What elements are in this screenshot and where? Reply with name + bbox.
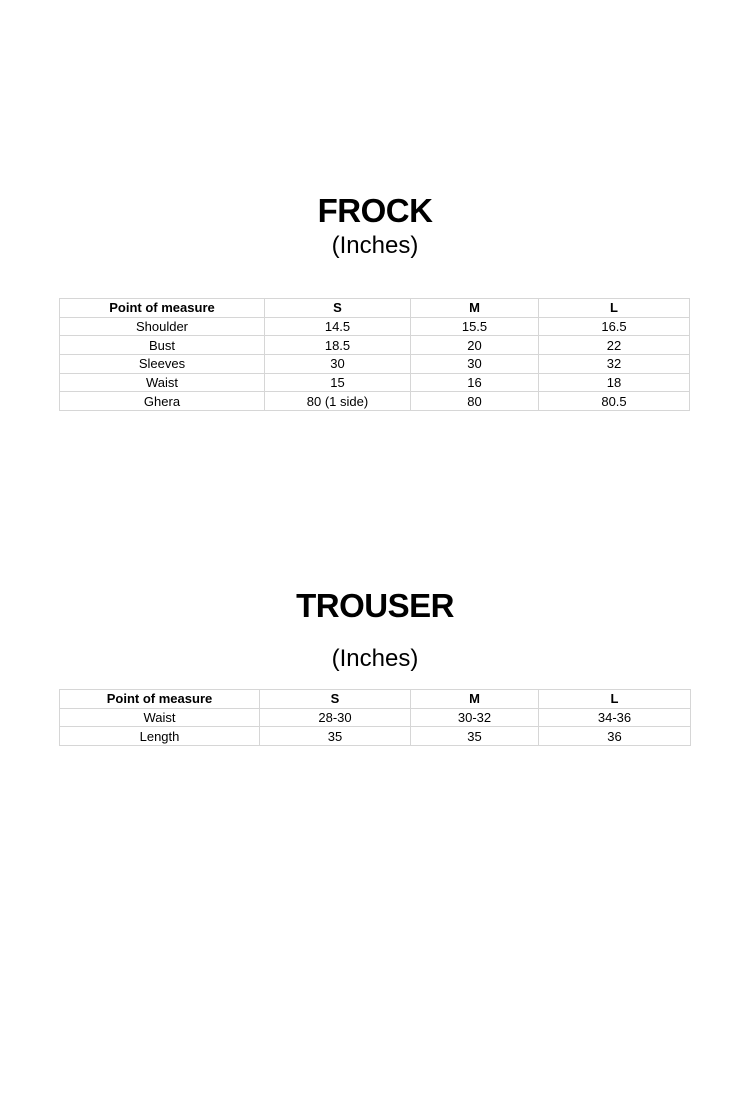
table-row — [60, 373, 690, 392]
column-header-size-m: M — [411, 299, 539, 318]
frock-unit-label: (Inches) — [331, 232, 419, 259]
measure-name: Sleeves — [60, 355, 265, 374]
measure-name: Waist — [60, 373, 265, 392]
size-m-value: 30 — [411, 355, 539, 374]
table-header-row — [60, 299, 690, 318]
column-header-point-of-measure: Point of measure — [60, 690, 260, 709]
table-row — [60, 317, 690, 336]
size-s-value: 18.5 — [265, 336, 411, 355]
measure-name: Shoulder — [60, 317, 265, 336]
table-row — [60, 708, 691, 727]
frock-title: FROCK — [317, 192, 433, 229]
column-header-size-l: L — [539, 690, 691, 709]
size-m-value: 16 — [411, 373, 539, 392]
size-s-value: 15 — [265, 373, 411, 392]
trouser-unit-label: (Inches) — [331, 645, 419, 672]
trouser-title: TROUSER — [296, 587, 454, 624]
size-l-value: 36 — [539, 727, 691, 746]
measure-name: Waist — [60, 708, 260, 727]
column-header-size-s: S — [265, 299, 411, 318]
frock-size-table — [59, 298, 690, 411]
column-header-size-m: M — [411, 690, 539, 709]
size-l-value: 34-36 — [539, 708, 691, 727]
table-header-row — [60, 690, 691, 709]
size-l-value: 16.5 — [539, 317, 690, 336]
size-m-value: 20 — [411, 336, 539, 355]
size-m-value: 30-32 — [411, 708, 539, 727]
table-row — [60, 727, 691, 746]
column-header-point-of-measure: Point of measure — [60, 299, 265, 318]
column-header-size-s: S — [260, 690, 411, 709]
size-m-value: 15.5 — [411, 317, 539, 336]
measure-name: Ghera — [60, 392, 265, 411]
size-m-value: 80 — [411, 392, 539, 411]
trouser-size-table — [59, 689, 691, 746]
size-m-value: 35 — [411, 727, 539, 746]
size-s-value: 30 — [265, 355, 411, 374]
size-l-value: 18 — [539, 373, 690, 392]
size-s-value: 14.5 — [265, 317, 411, 336]
size-s-value: 35 — [260, 727, 411, 746]
column-header-size-l: L — [539, 299, 690, 318]
measure-name: Length — [60, 727, 260, 746]
size-l-value: 22 — [539, 336, 690, 355]
table-row — [60, 355, 690, 374]
table-row — [60, 392, 690, 411]
size-l-value: 32 — [539, 355, 690, 374]
measure-name: Bust — [60, 336, 265, 355]
size-s-value: 80 (1 side) — [265, 392, 411, 411]
size-l-value: 80.5 — [539, 392, 690, 411]
size-s-value: 28-30 — [260, 708, 411, 727]
table-row — [60, 336, 690, 355]
